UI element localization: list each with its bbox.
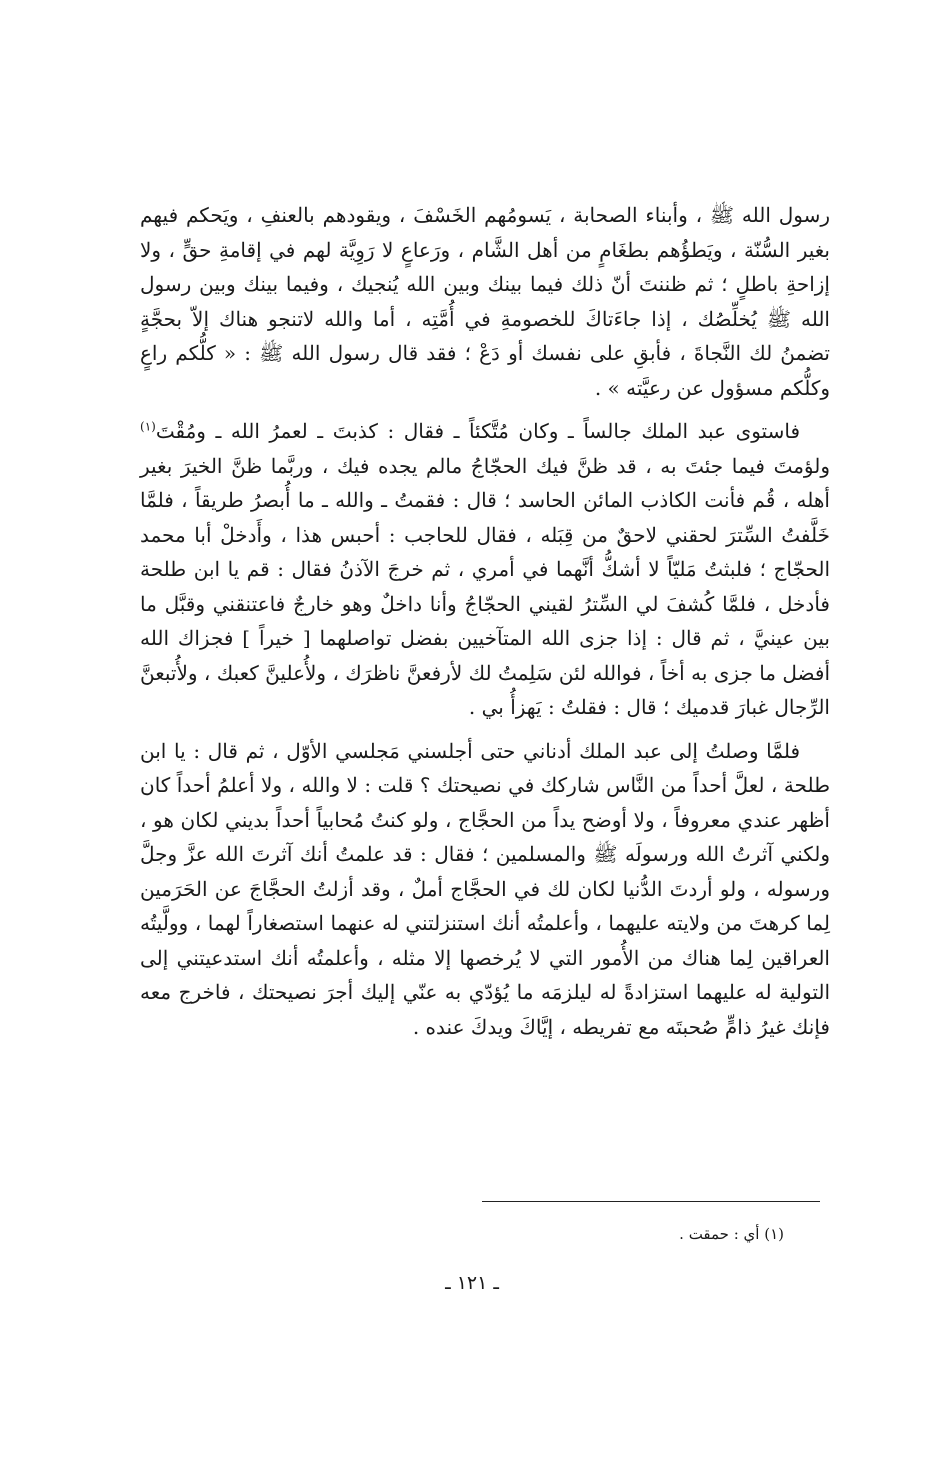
page-number: ـ ١٢١ ـ	[445, 1272, 499, 1294]
body-text	[140, 198, 830, 1044]
footnote-separator	[482, 1201, 820, 1202]
footnote: (١) أي : حمقت .	[679, 1225, 784, 1243]
paragraph-1: رسول الله ﷺ ، وأبناء الصحابة ، يَسومُهم الخَسْفَ ، ويقودهم بالعنفِ ، ويَحكم فيهم بغير السُّنّة ، ويَطؤُهم بطغَامٍ من أهل الشَّام ، ورَعاعٍ لا رَوِيَّة لهم في إقامةِ حقٍّ ، ولا إزاحةِ باطلٍ ؛ ثم ظننتَ أنّ ذلك فيما بينك وبين الله يُنجيك ، وفيما بينك وبين رسول الله ﷺ يُخلِّصُك ، إذا جاءَتاكَ للخصومةِ في أُمَّتِه ، أما والله لاتنجو هناك إلاّ بحجَّةٍ تضمنُ لك النَّجاةَ ، فأبقِ على نفسك أو دَعْ ؛ فقد قال رسول الله ﷺ : « كلُّكم راعٍ وكلُّكم مسؤول عن رعيَّته » .	[140, 203, 830, 400]
footnote-marker: (١)	[140, 419, 156, 434]
paragraph-2	[140, 414, 830, 725]
paragraph-2-rest: ولؤمتَ فيما جئتَ به ، قد ظنَّ فيك الحجّاجُ مالم يجده فيك ، وربَّما ظنَّ الخيرَ بغير أهله ، قُم فأنت الكاذب المائن الحاسد ؛ قال : فقمتُ ـ والله ـ ما أُبصرُ طريقاً ، فلمَّا خَلَّفتُ السِّترَ لحقني لاحقٌ من قِبَله ، فقال للحاجب : أحبس هذا ، وأَدخلْ أبا محمد الحجّاج ؛ فلبثتُ مَليّاً لا أشكُّ أنَّهما في أمري ، ثم خرجَ الآذنُ فقال : قم يا ابن طلحة فأدخل ، فلمَّا كُشفَ لي السِّترُ لقيني الحجّاجُ وأنا داخلٌ وهو خارجٌ فاعتنقني وقبَّل ما بين عينيَّ ، ثم قال : إذا جزى الله المتآخيين بفضل تواصلهما [ خيراً ] فجزاك الله أفضل ما جزى به أخاً ، فوالله لئن سَلِمتُ لك لأرفعنَّ ناظرَك ، ولأُعلينَّ كعبك ، ولأُتبعنَّ الرِّجال غبارَ قدميك ؛ قال : فقلتُ : يَهزأُ بي .	[140, 453, 830, 719]
paragraph-2-opening: فاستوى عبد الملك جالساً ـ وكان مُتَّكئاً ـ فقال : كذبتَ ـ لعمرُ الله ـ ومُقْتَ	[155, 419, 800, 443]
paragraph-3: فلمَّا وصلتُ إلى عبد الملك أدناني حتى أجلسني مَجلسي الأوّل ، ثم قال : يا ابن طلحة ، لعلَّ أحداً من النَّاس شاركك في نصيحتك ؟ قلت : لا والله ، ولا أعلمُ أحداً كان أظهر عندي معروفاً ، ولا أوضح يداً من الحجَّاج ، ولو كنتُ مُحابياً أحداً بديني لكان هو ، ولكني آثرتُ الله ورسولَه ﷺ والمسلمين ؛ فقال : قد علمتُ أنك آثرتَ الله عزَّ وجلَّ ورسوله ، ولو أردتَ الدُّنيا لكان لك في الحجَّاج أملٌ ، وقد أزلتُ الحجَّاجَ عن الحَرَمين لِما كرهتَ من ولايته عليهما ، وأعلمتُه أنك استنزلتني له عنهما استصغاراً لهما ، وولَّيتُه العراقين لِما هناك من الأُمور التي لا يُرخصها إلا مثله ، وأعلمتُه أنك استدعيتني إلى التولية له عليهما استزادةً له ليلزمَه ما يُؤدّي به عنّي إليك أجرَ نصيحتك ، فاخرج معه فإنك غيرُ ذامٍّ صُحبتَه مع تفريطه ، إيَّاكَ ويدكَ عنده .	[140, 738, 830, 1039]
